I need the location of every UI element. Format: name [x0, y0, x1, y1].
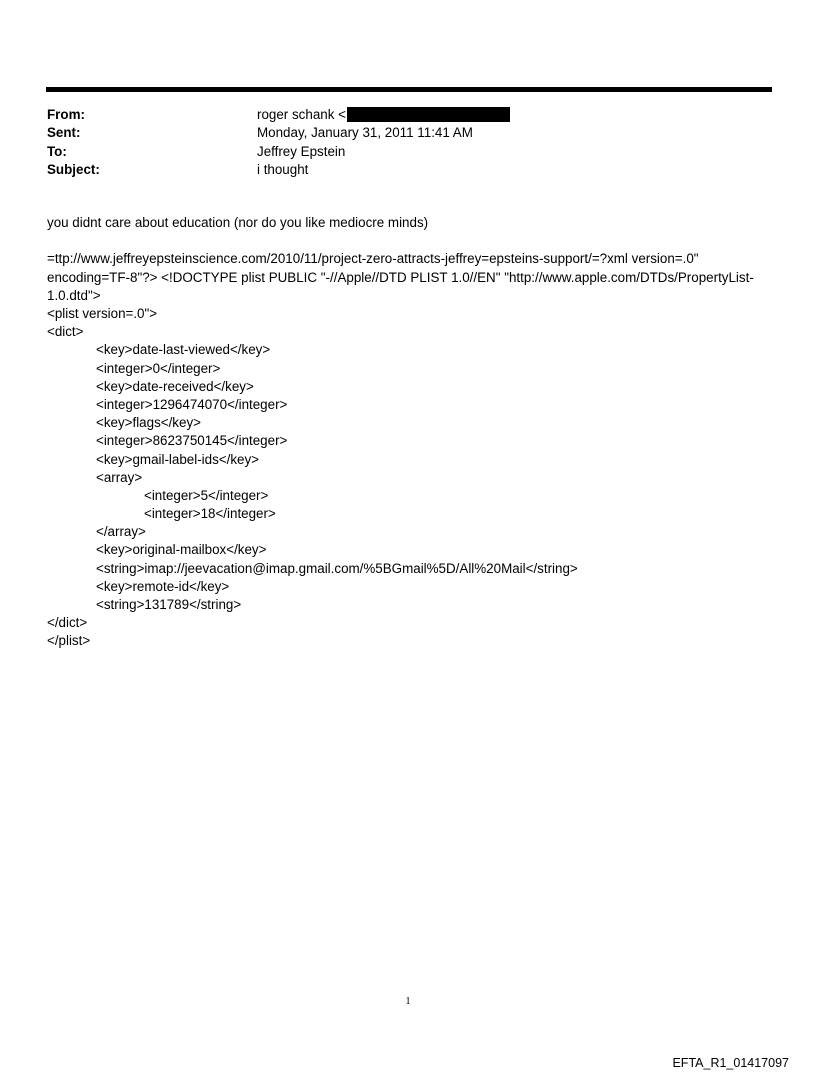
- plist-line: <key>remote-id</key>: [96, 578, 230, 594]
- plist-line: <integer>18</integer>: [144, 506, 276, 522]
- subject-value: i thought: [257, 161, 309, 177]
- plist-block: [47, 305, 767, 651]
- sent-value: Monday, January 31, 2011 11:41 AM: [257, 125, 473, 141]
- document-id: EFTA_R1_01417097: [672, 1056, 789, 1070]
- plist-line: <array>: [96, 469, 143, 485]
- page-number: 1: [405, 996, 411, 1007]
- header-divider: [46, 87, 772, 92]
- plist-line: <dict>: [47, 324, 84, 340]
- sent-label: Sent:: [47, 125, 81, 141]
- plist-line: <string>131789</string>: [96, 597, 242, 612]
- to-label: To:: [47, 143, 67, 159]
- plist-line: <key>gmail-label-ids</key>: [96, 451, 260, 467]
- plist-line: <key>date-received</key>: [96, 378, 254, 394]
- plist-line: <plist version=.0">: [47, 306, 158, 321]
- plist-line: <key>original-mailbox</key>: [96, 542, 267, 558]
- plist-line: <integer>5</integer>: [144, 487, 269, 503]
- from-label: From:: [47, 107, 85, 122]
- plist-line: <string>imap://jeevacation@imap.gmail.com/%5BGmail%5D/All%20Mail</string>: [96, 560, 578, 576]
- plist-line: <key>flags</key>: [96, 415, 201, 431]
- plist-line: <integer>8623750145</integer>: [96, 433, 288, 449]
- to-value: Jeffrey Epstein: [257, 143, 346, 159]
- plist-line: <key>date-last-viewed</key>: [96, 342, 271, 358]
- subject-label: Subject:: [47, 161, 100, 177]
- email-body: [47, 214, 767, 651]
- redaction-box: [347, 107, 510, 122]
- from-name: roger schank <: [257, 107, 346, 122]
- plist-line: <integer>0</integer>: [96, 360, 221, 376]
- from-value: [257, 106, 510, 124]
- plist-line: </dict>: [47, 615, 88, 631]
- plist-line: </array>: [96, 524, 146, 540]
- plist-line: <integer>1296474070</integer>: [96, 396, 288, 412]
- plist-line: </plist>: [47, 633, 91, 649]
- message-text: you didnt care about education (nor do you like mediocre minds): [47, 215, 429, 230]
- raw-url-text: =ttp://www.jeffreyepsteinscience.com/2010/11/project-zero-attracts-jeffrey=epsteins-support/=?xml version=.0" encoding=TF-8"?> <!DOCTYPE plist PUBLIC "-//Apple//DTD PLIST 1.0//EN" "http://www.apple.com/DTDs/PropertyList-1.0.dtd">: [47, 251, 754, 303]
